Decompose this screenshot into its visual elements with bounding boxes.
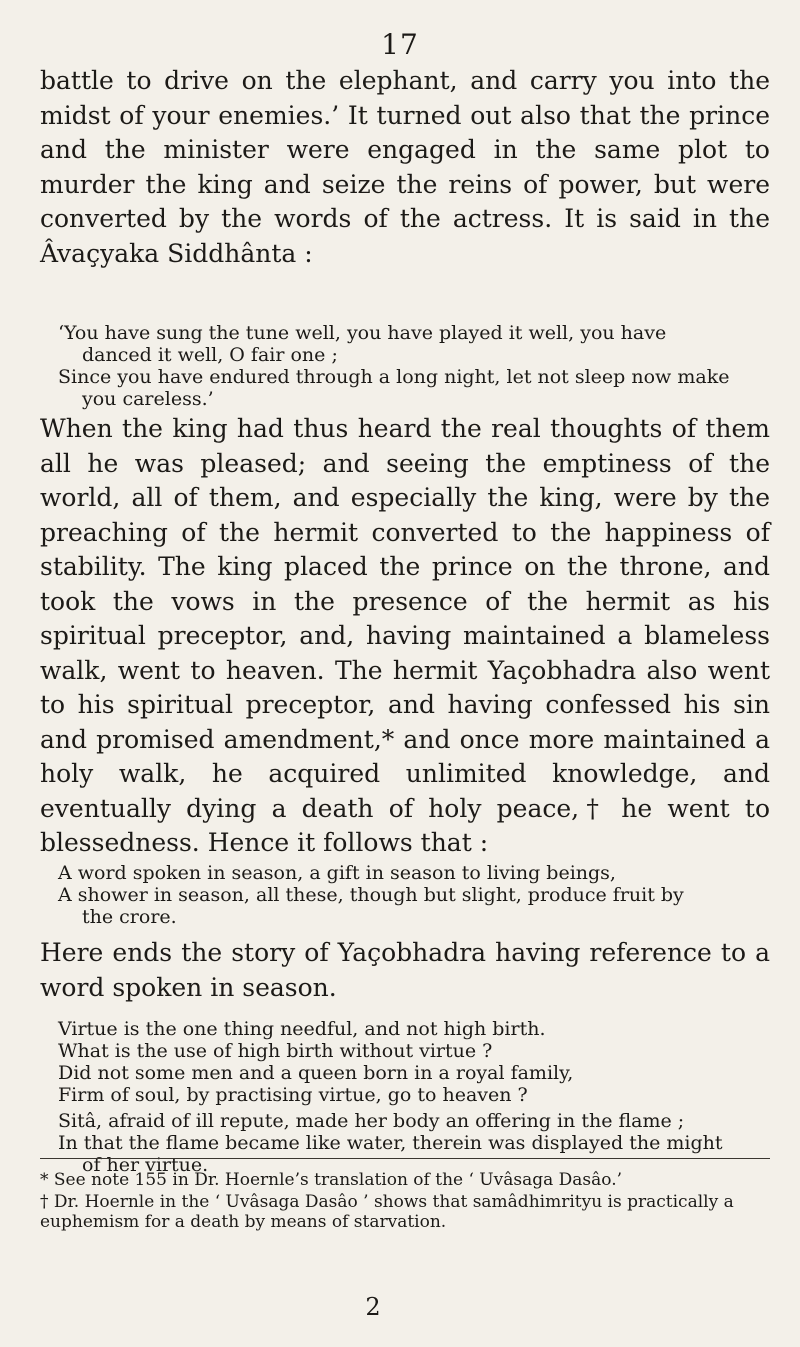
footnote-divider (40, 1158, 770, 1159)
verse-line: of her virtue. (82, 1154, 209, 1176)
verse-line: you careless.’ (82, 388, 214, 410)
verse-line: Sitâ, afraid of ill repute, made her body an offering in the flame ; (58, 1110, 685, 1132)
verse-line: ‘You have sung the tune well, you have played it well, you have (58, 322, 667, 344)
verse-2 (58, 862, 770, 928)
signature-mark: 2 (365, 1293, 381, 1321)
verse-4 (58, 1110, 770, 1176)
verse-line: What is the use of high birth without virtue ? (58, 1040, 493, 1062)
paragraph-1: battle to drive on the elephant, and carry you into the midst of your enemies.’ It turned out also that the prince and the minister were engaged in the same plot to murder the king and seize the reins of power, but were converted by the words of the actress. It is said in the Âvaçyaka Siddhânta : (40, 66, 770, 268)
verse-line: A word spoken in season, a gift in season to living beings, (58, 862, 616, 884)
verse-line: Firm of soul, by practising virtue, go to heaven ? (58, 1084, 528, 1106)
verse-line: Since you have endured through a long night, let not sleep now make (58, 366, 730, 388)
verse-line: Did not some men and a queen born in a royal family, (58, 1062, 574, 1084)
verse-3 (58, 1018, 770, 1106)
verse-line: danced it well, O fair one ; (82, 344, 338, 366)
verse-line: In that the flame became like water, therein was displayed the might (58, 1132, 723, 1154)
footnote-2: † Dr. Hoernle in the ‘ Uvâsaga Dasâo ’ shows that samâdhimrityu is practically a euphemism for a death by means of starvation. (40, 1192, 734, 1232)
paragraph-3: Here ends the story of Yaçobhadra having reference to a word spoken in season. (40, 938, 770, 1002)
paragraph-2: When the king had thus heard the real thoughts of them all he was pleased; and seeing the emptiness of the world, all of them, and especially the king, were by the preaching of the hermit converted to the happiness of stability. The king placed the prince on the throne, and took the vows in the presence of the hermit as his spiritual preceptor, and, having maintained a blameless walk, went to heaven. The hermit Yaçobhadra also went to his spiritual preceptor, and having confessed his sin and promised amendment,* and once more maintained a holy walk, he acquired unlimited knowledge, and eventually dying a death of holy peace,† he went to blessedness. Hence it follows that : (40, 414, 770, 857)
verse-line: Virtue is the one thing needful, and not high birth. (58, 1018, 546, 1040)
footnote-1: * See note 155 in Dr. Hoernle’s translation of the ‘ Uvâsaga Dasâo.’ (40, 1170, 623, 1190)
verse-line: the crore. (82, 906, 177, 928)
verse-line: A shower in season, all these, though but slight, produce fruit by (58, 884, 684, 906)
verse-1 (58, 322, 770, 410)
page-number: 17 (381, 28, 419, 61)
